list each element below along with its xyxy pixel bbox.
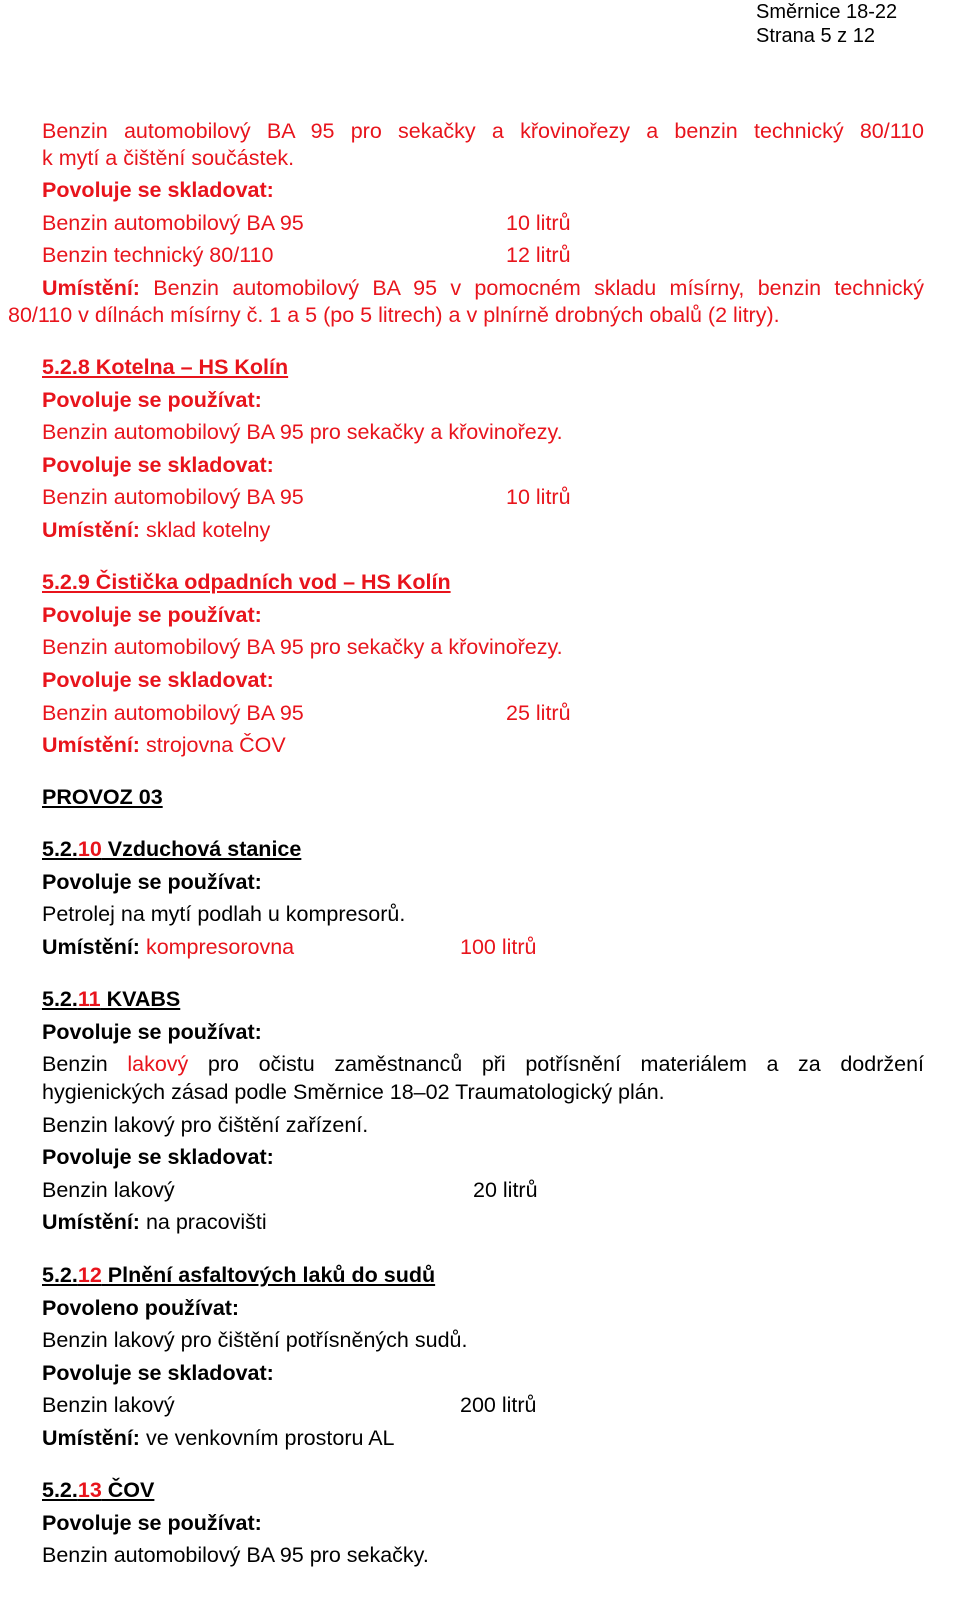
use-text-line-1: [42, 1051, 924, 1077]
use-label: Povoluje se používat:: [42, 870, 262, 894]
section-title: Vzduchová stanice: [101, 837, 302, 861]
word: Benzin: [42, 1052, 108, 1076]
storage-qty: 12 litrů: [506, 243, 571, 267]
word: materiálem: [640, 1052, 747, 1076]
use-label: Povoleno používat:: [42, 1296, 240, 1320]
storage-item: Benzin technický 80/110: [42, 243, 274, 267]
location-label: Umístění:: [42, 935, 140, 959]
location-line: [42, 732, 286, 758]
provoz-heading: PROVOZ 03: [42, 785, 163, 809]
location-label: Umístění:: [42, 1210, 140, 1234]
intro-line-2: k mytí a čištění součástek.: [42, 146, 295, 170]
section-number-revised: 12: [77, 1263, 102, 1287]
use-text: Benzin lakový pro čištění potřísněných sudů.: [42, 1328, 468, 1352]
use-text-line-2: hygienických zásad podle Směrnice 18–02 Traumatologický plán.: [42, 1080, 665, 1104]
section-number-revised: 10: [77, 837, 102, 861]
location-text: sklad kotelny: [139, 518, 271, 542]
section-number: 5.2.: [42, 987, 78, 1011]
word: dodržení: [840, 1052, 925, 1076]
use-label: Povoluje se používat:: [42, 1511, 262, 1535]
storage-qty: 100 litrů: [460, 935, 537, 959]
use-text: Benzin automobilový BA 95 pro sekačky a křovinořezy.: [42, 420, 563, 444]
section-heading-5-2-11: [42, 986, 180, 1012]
word: zaměstnanců: [334, 1052, 463, 1076]
location-line: [42, 934, 294, 960]
word: při: [481, 1052, 506, 1076]
section-title: ČOV: [101, 1478, 155, 1502]
section-heading-5-2-12: [42, 1262, 435, 1288]
location-line: [42, 1209, 267, 1235]
location-text: na pracovišti: [139, 1210, 267, 1234]
section-heading-5-2-13: [42, 1477, 154, 1503]
use-text: Benzin automobilový BA 95 pro sekačky.: [42, 1543, 429, 1567]
location-text: strojovna ČOV: [139, 733, 286, 757]
word: a: [766, 1052, 779, 1076]
location-label: Umístění:: [42, 276, 140, 300]
page-number: Strana 5 z 12: [756, 25, 875, 47]
word: za: [798, 1052, 821, 1076]
storage-item: Benzin automobilový BA 95: [42, 485, 304, 509]
location-label: Umístění:: [42, 733, 140, 757]
page-header: [756, 0, 897, 48]
document-id: Směrnice 18-22: [756, 1, 898, 23]
location-line-2: 80/110 v dílnách mísírny č. 1 a 5 (po 5 litrech) a v plnírně drobných obalů (2 litry).: [8, 303, 780, 327]
section-number: 5.2.: [42, 837, 78, 861]
storage-qty: 20 litrů: [473, 1178, 538, 1202]
location-label: Umístění:: [42, 518, 140, 542]
section-heading-5-2-10: [42, 836, 301, 862]
location-text: ve venkovním prostoru AL: [139, 1426, 395, 1450]
location-text: kompresorovna: [139, 935, 295, 959]
section-heading-5-2-9: 5.2.9 Čistička odpadních vod – HS Kolín: [42, 570, 451, 594]
section-title: Plnění asfaltových laků do sudů: [101, 1263, 436, 1287]
storage-qty: 25 litrů: [506, 701, 571, 725]
storage-qty: 10 litrů: [506, 485, 571, 509]
storage-qty: 10 litrů: [506, 211, 571, 235]
storage-item: Benzin automobilový BA 95: [42, 701, 304, 725]
use-label: Povoluje se používat:: [42, 388, 262, 412]
storage-label: Povoluje se skladovat:: [42, 453, 274, 477]
section-number-revised: 11: [77, 987, 101, 1011]
storage-item: Benzin lakový: [42, 1393, 175, 1417]
location-text: Benzin automobilový BA 95 v pomocném skladu mísírny, benzin technický: [139, 276, 924, 300]
word: pro: [207, 1052, 239, 1076]
section-number: 5.2.: [42, 1263, 78, 1287]
location-line: [42, 517, 270, 543]
word: očistu: [258, 1052, 315, 1076]
section-number-revised: 13: [77, 1478, 102, 1502]
use-text: Benzin automobilový BA 95 pro sekačky a křovinořezy.: [42, 635, 563, 659]
location-label: Umístění:: [42, 1426, 140, 1450]
use-label: Povoluje se používat:: [42, 603, 262, 627]
use-text: Petrolej na mytí podlah u kompresorů.: [42, 902, 406, 926]
word: potřísnění: [525, 1052, 621, 1076]
storage-label: Povoluje se skladovat:: [42, 178, 274, 202]
section-title: KVABS: [100, 987, 181, 1011]
storage-label: Povoluje se skladovat:: [42, 1145, 274, 1169]
location-line-1: [42, 275, 924, 301]
storage-label: Povoluje se skladovat:: [42, 668, 274, 692]
use-text-line-3: Benzin lakový pro čištění zařízení.: [42, 1113, 369, 1137]
storage-label: Povoluje se skladovat:: [42, 1361, 274, 1385]
storage-item: Benzin lakový: [42, 1178, 175, 1202]
section-heading-5-2-8: 5.2.8 Kotelna – HS Kolín: [42, 355, 289, 379]
location-line: [42, 1425, 395, 1451]
storage-qty: 200 litrů: [460, 1393, 537, 1417]
word: lakový: [127, 1052, 189, 1076]
section-number: 5.2.: [42, 1478, 78, 1502]
storage-item: Benzin automobilový BA 95: [42, 211, 304, 235]
intro-line-1: Benzin automobilový BA 95 pro sekačky a křovinořezy a benzin technický 80/110: [42, 119, 924, 143]
use-label: Povoluje se používat:: [42, 1020, 262, 1044]
